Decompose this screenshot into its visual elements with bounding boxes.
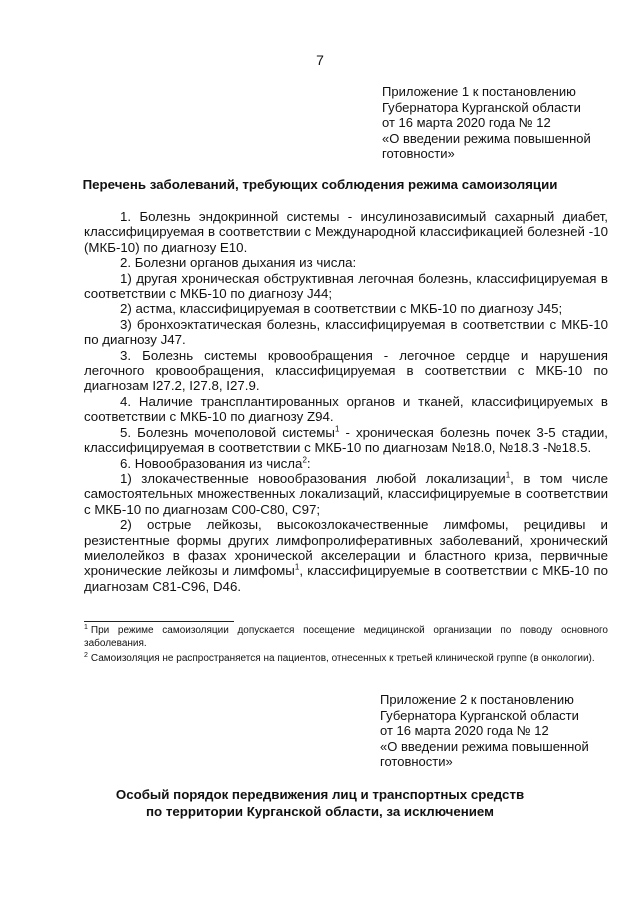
footnotes — [84, 624, 608, 667]
appendix-1-header — [382, 84, 622, 162]
footnote-mark: 1 — [84, 623, 88, 631]
list-item: 4. Наличие трансплантированных органов и тканей, классифицируемых в соответствии с МКБ-10 по диагнозу Z94. — [84, 393, 608, 425]
appendix-line: «О введении режима повышенной — [380, 738, 589, 754]
appendix-line: «О введении режима повышенной — [382, 130, 591, 146]
appendix-line: Губернатора Курганской области — [382, 99, 581, 115]
list-item: 1) другая хроническая обструктивная легочная болезнь, классифицируемая в соответствии с МКБ-10 по диагнозу J44; — [84, 270, 608, 302]
list-item: 2. Болезни органов дыхания из числа: — [120, 255, 357, 271]
appendix-line: готовности» — [382, 146, 455, 161]
appendix-line: Приложение 2 к постановлению — [380, 692, 574, 707]
footnote-ref: 1 — [334, 424, 340, 434]
title-line: Особый порядок передвижения лиц и транспортных средств — [115, 787, 525, 802]
appendix-2-header — [380, 692, 620, 770]
list-item: 1. Болезнь эндокринной системы - инсулинозависимый сахарный диабет, классифицируемая в соответствии с Международной классификацией болезней -10 (МКБ-10) по диагнозу Е10. — [84, 209, 608, 255]
list-item: 2) острые лейкозы, высокозлокачественные лимфомы, рецидивы и резистентные формы других лимфопролиферативных заболеваний, хронический миелолейкоз в фазах хронической акселерации и бластного криза, первичные хронические лейкозы и лимфомы$^1$, классифицируемые в соответствии с МКБ-10 по диагнозам С81-С96, D46. — [84, 517, 609, 594]
list-item: 2) астма, классифицируемая в соответствии с МКБ-10 по диагнозу J45; — [120, 301, 563, 317]
footnote-ref: 1 — [505, 470, 511, 480]
footnote-mark: 2 — [84, 651, 88, 659]
page-number: 7 — [316, 52, 324, 68]
footnote: $^2$ Самоизоляция не распространяется на пациентов, отнесенных к третьей клинической группе (в онкологии). — [84, 651, 595, 664]
section-2-title — [0, 786, 640, 820]
disease-list — [84, 209, 608, 594]
appendix-line: Приложение 1 к постановлению — [382, 84, 576, 99]
footnote-ref: 2 — [302, 455, 307, 465]
list-item: 5. Болезнь мочеполовой системы$^1$ - хроническая болезнь почек 3-5 стадии, классифицируемая в соответствии с МКБ-10 по диагнозам №18.0, №18.3 -№18.5. — [84, 424, 608, 456]
appendix-line: готовности» — [380, 754, 453, 769]
footnote-divider — [84, 621, 234, 622]
appendix-line: от 16 марта 2020 года № 12 — [380, 723, 549, 738]
list-item: 1) злокачественные новообразования любой локализации$^1$, в том числе самостоятельных множественных локализаций, классифицируемые в соответствии с МКБ-10 по диагнозам С00-С80, С97; — [84, 470, 608, 517]
footnote: $^1$ При режиме самоизоляции допускается посещение медицинской организации по поводу основного заболевания. — [84, 623, 608, 649]
appendix-line: от 16 марта 2020 года № 12 — [382, 115, 551, 130]
appendix-line: Губернатора Курганской области — [380, 707, 579, 723]
footnote-ref: 1 — [294, 562, 300, 572]
section-1-title: Перечень заболеваний, требующих соблюдения режима самоизоляции — [82, 177, 558, 192]
list-item: 3) бронхоэктатическая болезнь, классифицируемая в соответствии с МКБ-10 по диагнозу J47. — [84, 316, 608, 348]
list-item: 6. Новообразования из числа$^2$: — [120, 455, 311, 471]
list-item: 3. Болезнь системы кровообращения - легочное сердце и нарушения легочного кровообращения, классифицируемая в соответствии с МКБ-10 по диагнозам I27.2, I27.8, I27.9. — [84, 347, 608, 394]
title-line: по территории Курганской области, за исключением — [146, 804, 494, 819]
